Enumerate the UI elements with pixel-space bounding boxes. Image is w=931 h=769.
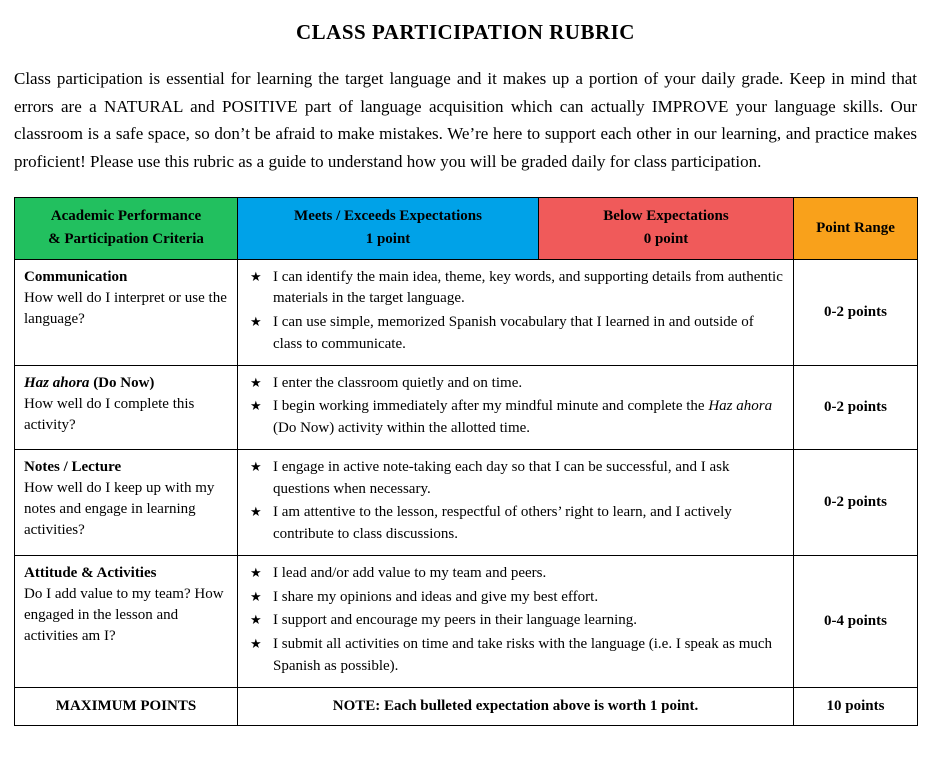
bullet-text-suffix: (Do Now) activity within the allotted time. xyxy=(273,420,531,437)
header-below-line2: 0 point xyxy=(643,231,689,248)
list-item xyxy=(247,634,784,678)
bullet-list xyxy=(247,563,784,678)
bullet-text: I submit all activities on time and take risks with the language (i.e. I speak as much Spanish as possible). xyxy=(273,636,773,674)
table-row xyxy=(15,365,918,449)
header-criteria-line1: Academic Performance xyxy=(50,208,202,225)
bullet-text: I enter the classroom quietly and on time. xyxy=(273,374,523,391)
header-points-line1: Point Range xyxy=(816,219,895,236)
footer-note: NOTE: Each bulleted expectation above is worth 1 point. xyxy=(238,687,794,725)
page-title: CLASS PARTICIPATION RUBRIC xyxy=(296,20,635,44)
criteria-subtitle: How well do I keep up with my notes and engage in learning activities? xyxy=(24,479,215,538)
list-item xyxy=(247,587,784,609)
list-item xyxy=(247,610,784,632)
table-row xyxy=(15,449,918,555)
header-criteria-line2: & Participation Criteria xyxy=(48,231,204,248)
criteria-subtitle: How well do I interpret or use the language? xyxy=(24,289,227,327)
bullet-list xyxy=(247,267,784,356)
list-item xyxy=(247,396,784,440)
list-item xyxy=(247,457,784,501)
header-row xyxy=(15,198,918,260)
list-item xyxy=(247,563,784,585)
criteria-title: Communication xyxy=(24,268,128,285)
criteria-notes-lecture xyxy=(15,449,238,555)
header-meets-line1: Meets / Exceeds Expectations xyxy=(294,208,482,225)
criteria-title: Notes / Lecture xyxy=(24,458,122,475)
point-range-value: 0-4 points xyxy=(794,555,918,687)
bullet-text-prefix: I begin working immediately after my mindful minute and complete the xyxy=(273,398,709,415)
expectations-communication xyxy=(238,259,794,365)
table-footer-row xyxy=(15,687,918,725)
star-bullet-icon: ★ xyxy=(250,398,262,414)
bullet-text: I engage in active note-taking each day so that I can be successful, and I ask questions when necessary. xyxy=(273,458,730,497)
header-criteria xyxy=(15,198,238,260)
table-row xyxy=(15,555,918,687)
star-bullet-icon: ★ xyxy=(250,458,262,474)
header-points xyxy=(794,198,918,260)
bullet-text-italic: Haz ahora xyxy=(708,398,773,415)
list-item xyxy=(247,267,784,311)
header-below xyxy=(539,198,794,260)
bullet-text: I can use simple, memorized Spanish vocabulary that I learned in and outside of class to communicate. xyxy=(273,314,754,352)
bullet-text: I share my opinions and ideas and give my best effort. xyxy=(273,588,599,605)
expectations-haz-ahora xyxy=(238,365,794,449)
list-item xyxy=(247,373,784,395)
criteria-subtitle: Do I add value to my team? How engaged in the lesson and activities am I? xyxy=(24,585,224,644)
bullet-text: I can identify the main idea, theme, key words, and supporting details from authentic materials in the target language. xyxy=(273,268,783,307)
star-bullet-icon: ★ xyxy=(250,268,262,284)
criteria-title: Attitude & Activities xyxy=(24,564,157,581)
intro-paragraph: Class participation is essential for learning the target language and it makes up a portion of your daily grade. Keep in mind that errors are a NATURAL and POSITIVE part of language acquisition which can actually IMPROVE your language skills. Our classroom is a safe space, so don’t be afraid to make mistakes. We’re here to support each other in our learning, and practice makes proficient! Please use this rubric as a guide to understand how you will be graded daily for class participation. xyxy=(14,69,917,171)
bullet-text: I support and encourage my peers in their language learning. xyxy=(273,612,638,629)
star-bullet-icon: ★ xyxy=(250,636,262,652)
bullet-list xyxy=(247,457,784,546)
table-row xyxy=(15,259,918,365)
bullet-text: I am attentive to the lesson, respectful of others’ right to learn, and I actively contribute to class discussions. xyxy=(273,504,732,543)
criteria-title-italic: Haz ahora xyxy=(24,374,90,391)
star-bullet-icon: ★ xyxy=(250,588,262,604)
expectations-attitude-activities xyxy=(238,555,794,687)
list-item xyxy=(247,312,784,356)
point-range-value: 0-2 points xyxy=(794,449,918,555)
rubric-table xyxy=(14,197,918,726)
star-bullet-icon: ★ xyxy=(250,612,262,628)
criteria-attitude-activities xyxy=(15,555,238,687)
criteria-communication xyxy=(15,259,238,365)
criteria-title-rest: (Do Now) xyxy=(89,374,155,391)
header-meets-line2: 1 point xyxy=(365,231,411,248)
expectations-notes-lecture xyxy=(238,449,794,555)
criteria-haz-ahora xyxy=(15,365,238,449)
point-range-value: 0-2 points xyxy=(794,259,918,365)
bullet-list xyxy=(247,373,784,440)
maximum-points-value: 10 points xyxy=(794,687,918,725)
list-item xyxy=(247,502,784,546)
star-bullet-icon: ★ xyxy=(250,504,262,520)
criteria-subtitle: How well do I complete this activity? xyxy=(24,395,195,433)
point-range-value: 0-2 points xyxy=(794,365,918,449)
criteria-title xyxy=(24,373,228,394)
star-bullet-icon: ★ xyxy=(250,564,262,580)
bullet-text: I lead and/or add value to my team and peers. xyxy=(273,564,547,581)
header-meets xyxy=(238,198,539,260)
header-below-line1: Below Expectations xyxy=(603,208,729,225)
star-bullet-icon: ★ xyxy=(250,374,262,390)
star-bullet-icon: ★ xyxy=(250,314,262,330)
maximum-points-label: MAXIMUM POINTS xyxy=(15,687,238,725)
